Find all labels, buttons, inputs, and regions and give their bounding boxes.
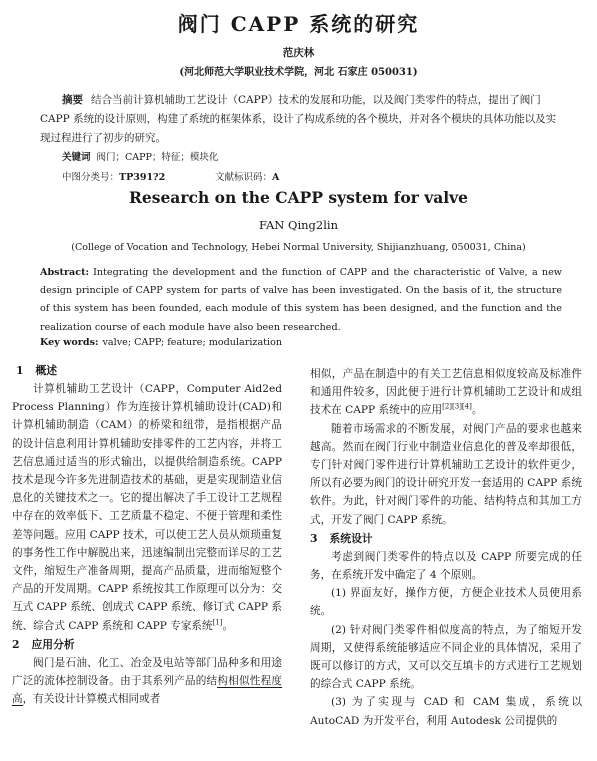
abstract-cn	[40, 91, 562, 148]
section-2-p2-text: 随着市场需求的不断发展，对阀门产品的要求也越来越高。然而在阀门行业中制造业信息化的普及率却很低，专门针对阀门零件进行计算机辅助工艺设计的软件更少，所以有必要为阀门的设计研究开发一套适用的 CAPP 系统软件。为此，针对阀门零件的功能、结构特点和其加工方式，开发了阀门 CAPP 系统。	[310, 422, 582, 526]
section-3-title: 系统设计	[329, 531, 373, 545]
keywords-cn-text: 阀门；CAPP；特征；模块化	[96, 152, 219, 163]
section-1-paragraph	[12, 380, 282, 635]
section-3-principle-3: (3) 为了实现与 CAD 和 CAM 集成，系统以 AutoCAD 为开发平台，利用 Autodesk 公司提供的	[310, 696, 582, 727]
abstract-cn-label: 摘要	[62, 94, 83, 106]
abstract-en-label: Abstract:	[40, 267, 90, 278]
keywords-cn-label: 关键词	[62, 152, 91, 163]
section-3-paragraph-1: 考虑到阀门类零件的特点以及 CAPP 所要完成的任务，在系统开发中确定了 4 个原则。	[310, 550, 582, 582]
citation-2-4: [2][3][4]	[442, 402, 472, 411]
affiliation-cn: (河北师范大学职业技术学院，河北 石家庄 050031)	[179, 67, 418, 78]
affiliation-en: (College of Vocation and Technology, Hebei Normal University, Shijianzhuang, 050031, China)	[71, 242, 526, 253]
section-heading-1	[16, 361, 282, 380]
doc-code: A	[272, 172, 280, 183]
section-3-number: 3	[310, 531, 318, 545]
citation-1: [1]	[212, 618, 223, 627]
section-2-underlined-text: 构相似性程度高	[12, 675, 282, 706]
section-2-paragraph-1-continued	[310, 365, 582, 420]
section-heading-3	[310, 529, 582, 548]
abstract-cn-text: 结合当前计算机辅助工艺设计（CAPP）技术的发展和功能，以及阀门类零件的特点，提出了阀门 CAPP 系统的设计原则，构建了系统的框架体系，设计了构成系统的各个模块，并对各个模块的具体功能以及实现过程进行了初步的研究。	[40, 94, 557, 144]
section-2-text-continued-end: 。	[471, 404, 483, 417]
body-column-left	[12, 361, 282, 708]
author-cn: 范庆林	[282, 47, 315, 59]
paper-title-en: Research on the CAPP system for valve	[128, 188, 469, 207]
author-en: FAN Qing2lin	[259, 218, 338, 232]
section-2-paragraph-2	[310, 420, 582, 529]
clc-code: TP391?2	[119, 172, 166, 183]
classification	[62, 169, 502, 183]
section-2-text-continued: 相似，产品在制造中的有关工艺信息相似度较高及标准件和通用件较多，因此便于进行计算机辅助工艺设计和成组技术在 CAPP 系统中的应用	[310, 368, 582, 417]
clc-label: 中图分类号：	[62, 172, 120, 183]
keywords-en-label: Key words:	[40, 337, 99, 348]
doc-label: 文献标识码：	[215, 172, 273, 183]
section-1-number: 1	[16, 364, 24, 377]
keywords-en	[40, 337, 282, 348]
section-2-number: 2	[12, 637, 20, 651]
section-2-paragraph-1-start	[12, 654, 282, 709]
section-2-text-a: 阀门是石油、化工、冶金及电站等部门品种多和用途广泛的流体控制设备。由于其系列产品的结	[12, 656, 282, 688]
body-column-right	[310, 365, 582, 730]
section-1-text: 计算机辅助工艺设计（CAPP，Computer Aid2ed Process Planning）作为连接计算机辅助设计(CAD)和计算机辅助制造（CAM）的桥梁和纽带，是指根据产品的设计信息利用计算机辅助安排零件的工艺内容，并将工艺信息通过适当的形式输出，以提供给制造系统。CAPP 技术是现今许多先进制造技术的基础，更是实现制造业信息化的关键技术之一。它的提出解决了手工设计工艺规程中存在的效率低下、工艺质量不稳定、不便于管理和柔性差等问题。应用 CAPP 技术，可以使工艺人员从烦琐重复的事务性工作中解脱出来，迅速编制出完整而详尽的工艺文件，缩短生产准备周期，提高产品质量，进而缩短整个产品的开发周期。CAPP 系统按其工作原理可以分为：交互式 CAPP 系统、创成式 CAPP 系统、修订式 CAPP 系统、综合式 CAPP 系统和 CAPP 专家系统	[12, 383, 282, 632]
section-2-title: 应用分析	[31, 637, 75, 651]
section-heading-2	[12, 635, 282, 654]
abstract-en	[40, 264, 562, 337]
section-3-principle-2: (2) 针对阀门类零件相似度高的特点，为了缩短开发周期，又使得系统能够适应不同企业的具体情况，采用了既可以修订的方式，又可以交互填卡的方式进行工艺规划的综合式 CAPP 系统。	[310, 623, 582, 691]
section-1-title: 概述	[35, 364, 58, 377]
paper-title-cn: 阀门 CAPP 系统的研究	[177, 12, 420, 36]
keywords-cn	[62, 149, 218, 163]
abstract-en-text: Integrating the development and the function of CAPP and the characteristic of Valve, a new design principle of CAPP system for parts of valve has been investigated. On the basis of it, the structure of this system has been founded, each module of this system has been designed, and the function and the realization course of each module have also been researched.	[40, 267, 562, 333]
doc-code-block	[215, 169, 279, 183]
section-2-text-b: ，有关设计计算模式相同或者	[22, 693, 161, 706]
keywords-en-text: valve; CAPP; feature; modularization	[102, 337, 283, 348]
section-3-principle-1: (1) 界面友好，操作方便，方便企业技术人员使用系统。	[310, 587, 582, 618]
section-1-text-end: 。	[222, 619, 234, 632]
